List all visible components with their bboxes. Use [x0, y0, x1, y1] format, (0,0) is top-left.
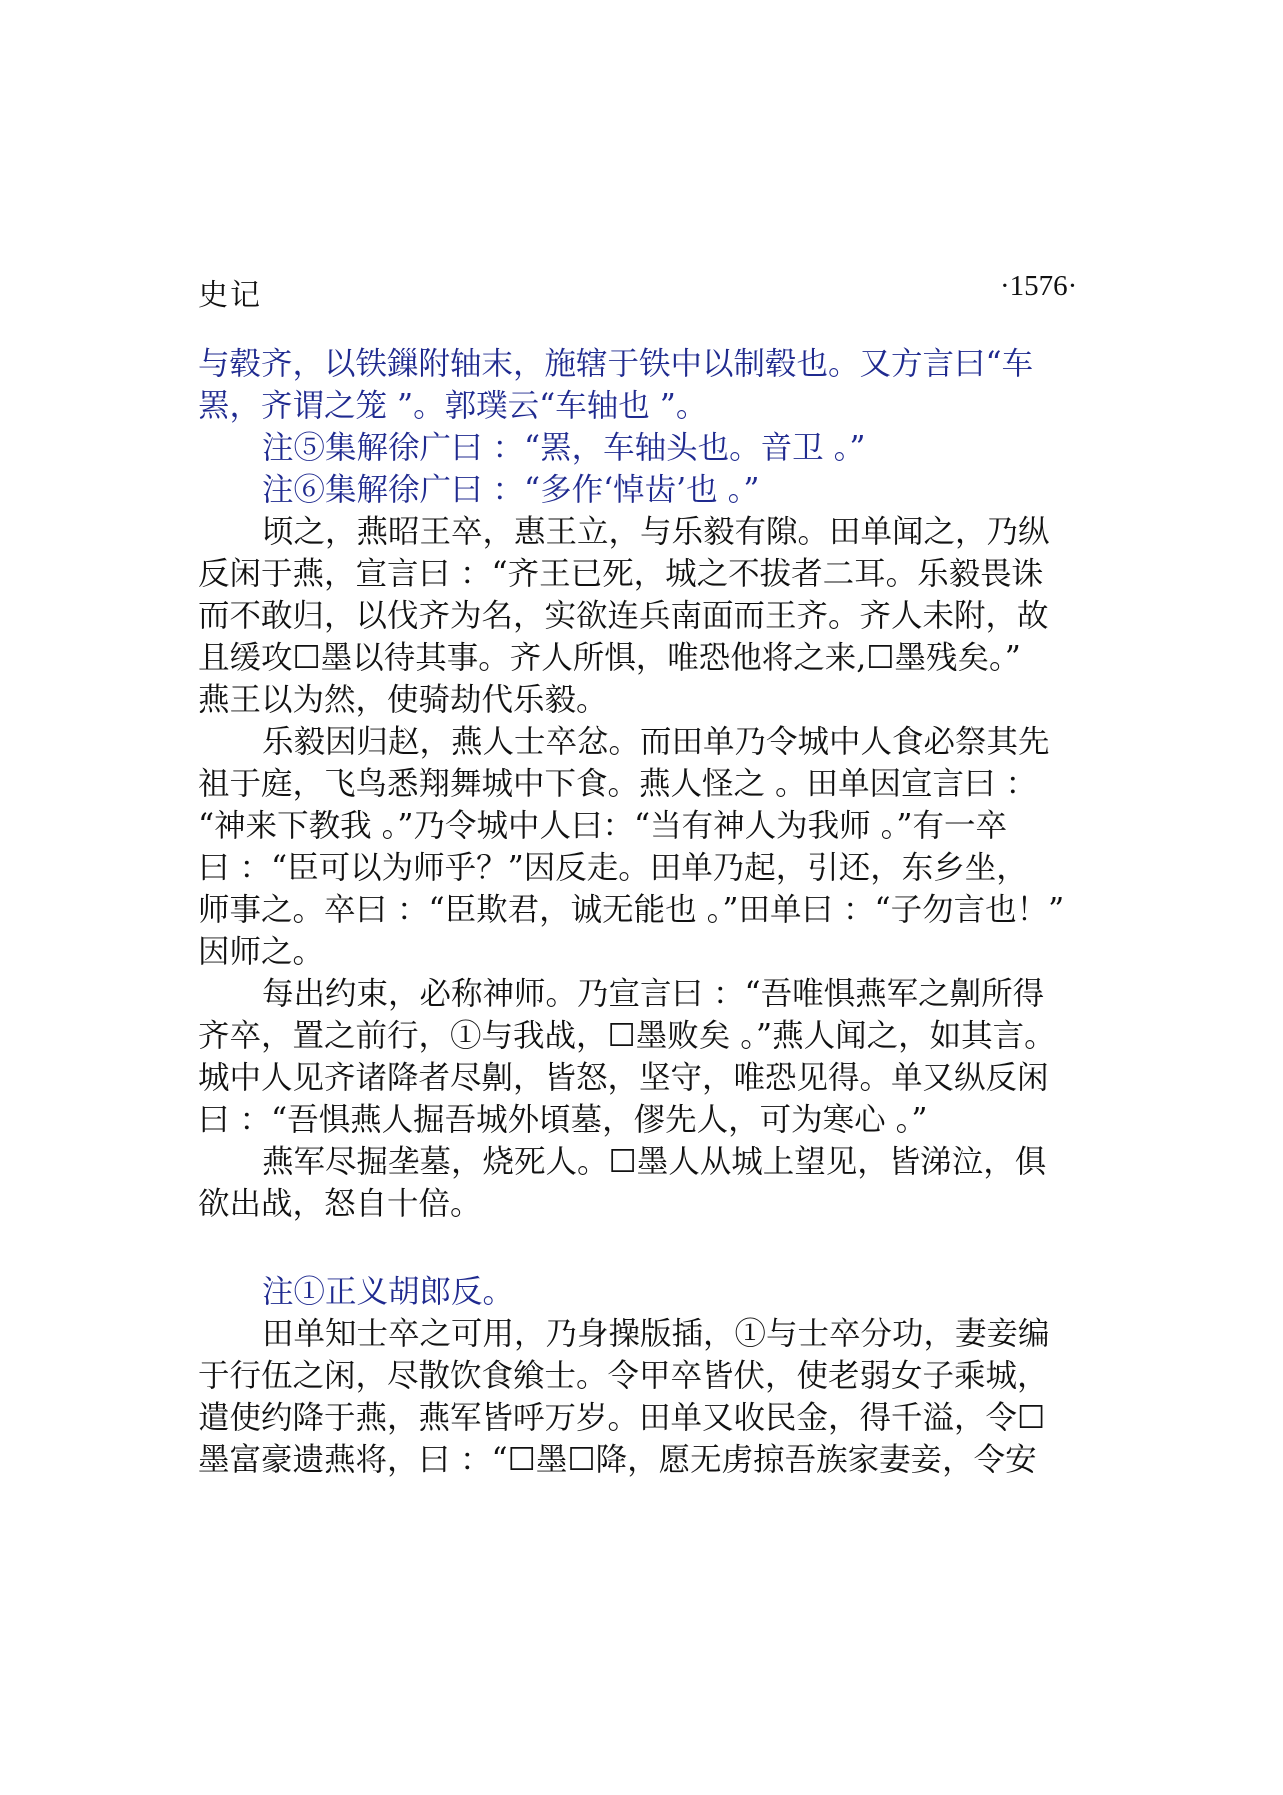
paragraph-line: 于行伍之闲，尽散饮食飨士。令甲卒皆伏，使老弱女子乘城， [198, 1358, 1049, 1394]
running-header-title: 史记 [198, 278, 262, 313]
section-gap [198, 1225, 1098, 1271]
annotation-line: 罴，齐谓之笼 ”。郭璞云“车轴也 ”。 [198, 388, 708, 424]
paragraph-line: 欲出战，怒自十倍。 [198, 1186, 482, 1222]
paragraph-line: 燕军尽掘垄墓，烧死人。☐墨人从城上望见，皆涕泣，俱 [262, 1144, 1047, 1180]
paragraph-line: 因师之。 [198, 934, 325, 970]
footnote-line: 注⑤集解徐广曰 ：“罴，车轴头也。音卫 。” [262, 430, 866, 466]
paragraph-line: 顷之，燕昭王卒，惠王立，与乐毅有隙。田单闻之，乃纵 [262, 514, 1050, 550]
text-body [198, 343, 1098, 1481]
paragraph-line: 祖于庭，飞鸟悉翔舞城中下食。燕人怪之 。田单因宣言曰 ： [198, 766, 1038, 802]
paragraph-line: 师事之。卒曰 ：“臣欺君，诚无能也 。”田单曰 ：“子勿言也！” [198, 892, 1065, 928]
page-number: ·1576· [1000, 270, 1078, 302]
paragraph-line: 燕王以为然，使骑劫代乐毅。 [198, 682, 608, 718]
paragraph-line: 曰 ：“吾惧燕人掘吾城外頃墓，僇先人，可为寒心 。” [198, 1102, 928, 1138]
annotation-line: 与毂齐，以铁鏁附轴末，施辖于铁中以制毂也。又方言曰“车 [198, 346, 1034, 382]
paragraph-line: “神来下教我 。”乃令城中人曰：“当有神人为我师 。”有一卒 [198, 808, 1007, 844]
paragraph-line: 每出约束，必称神师。乃宣言曰 ：“吾唯惧燕军之劓所得 [262, 976, 1045, 1012]
paragraph-line: 齐卒，置之前行，①与我战，☐墨败矣 。”燕人闻之，如其言。 [198, 1018, 1056, 1054]
paragraph-line: 反闲于燕，宣言曰 ：“齐王已死，城之不拔者二耳。乐毅畏诛 [198, 556, 1044, 592]
paragraph-line: 乐毅因归赵，燕人士卒忿。而田单乃令城中人食必祭其先 [262, 724, 1050, 760]
paragraph-line: 且缓攻☐墨以待其事。齐人所惧，唯恐他将之来,☐墨残矣。” [198, 640, 1021, 676]
footnote-line: 注⑥集解徐广曰 ：“多作‘悼齿’也 。” [262, 472, 760, 508]
paragraph-line: 曰 ：“臣可以为师乎？”因反走。田单乃起，引还，东乡坐， [198, 850, 1028, 886]
paragraph-line: 而不敢归，以伐齐为名，实欲连兵南面而王齐。齐人未附，故 [198, 598, 1049, 634]
paragraph-line: 墨富豪遗燕将，曰 ：“☐墨☐降，愿无虏掠吾族家妻妾，令安 [198, 1442, 1037, 1478]
paragraph-line: 田单知士卒之可用，乃身操版插，①与士卒分功，妻妾编 [262, 1316, 1050, 1352]
paragraph-line: 遣使约降于燕，燕军皆呼万岁。田单又收民金，得千溢，令☐ [198, 1400, 1046, 1436]
footnote-line: 注①正义胡郎反。 [262, 1274, 515, 1310]
paragraph-line: 城中人见齐诸降者尽劓，皆怒，坚守，唯恐见得。单又纵反闲 [198, 1060, 1049, 1096]
